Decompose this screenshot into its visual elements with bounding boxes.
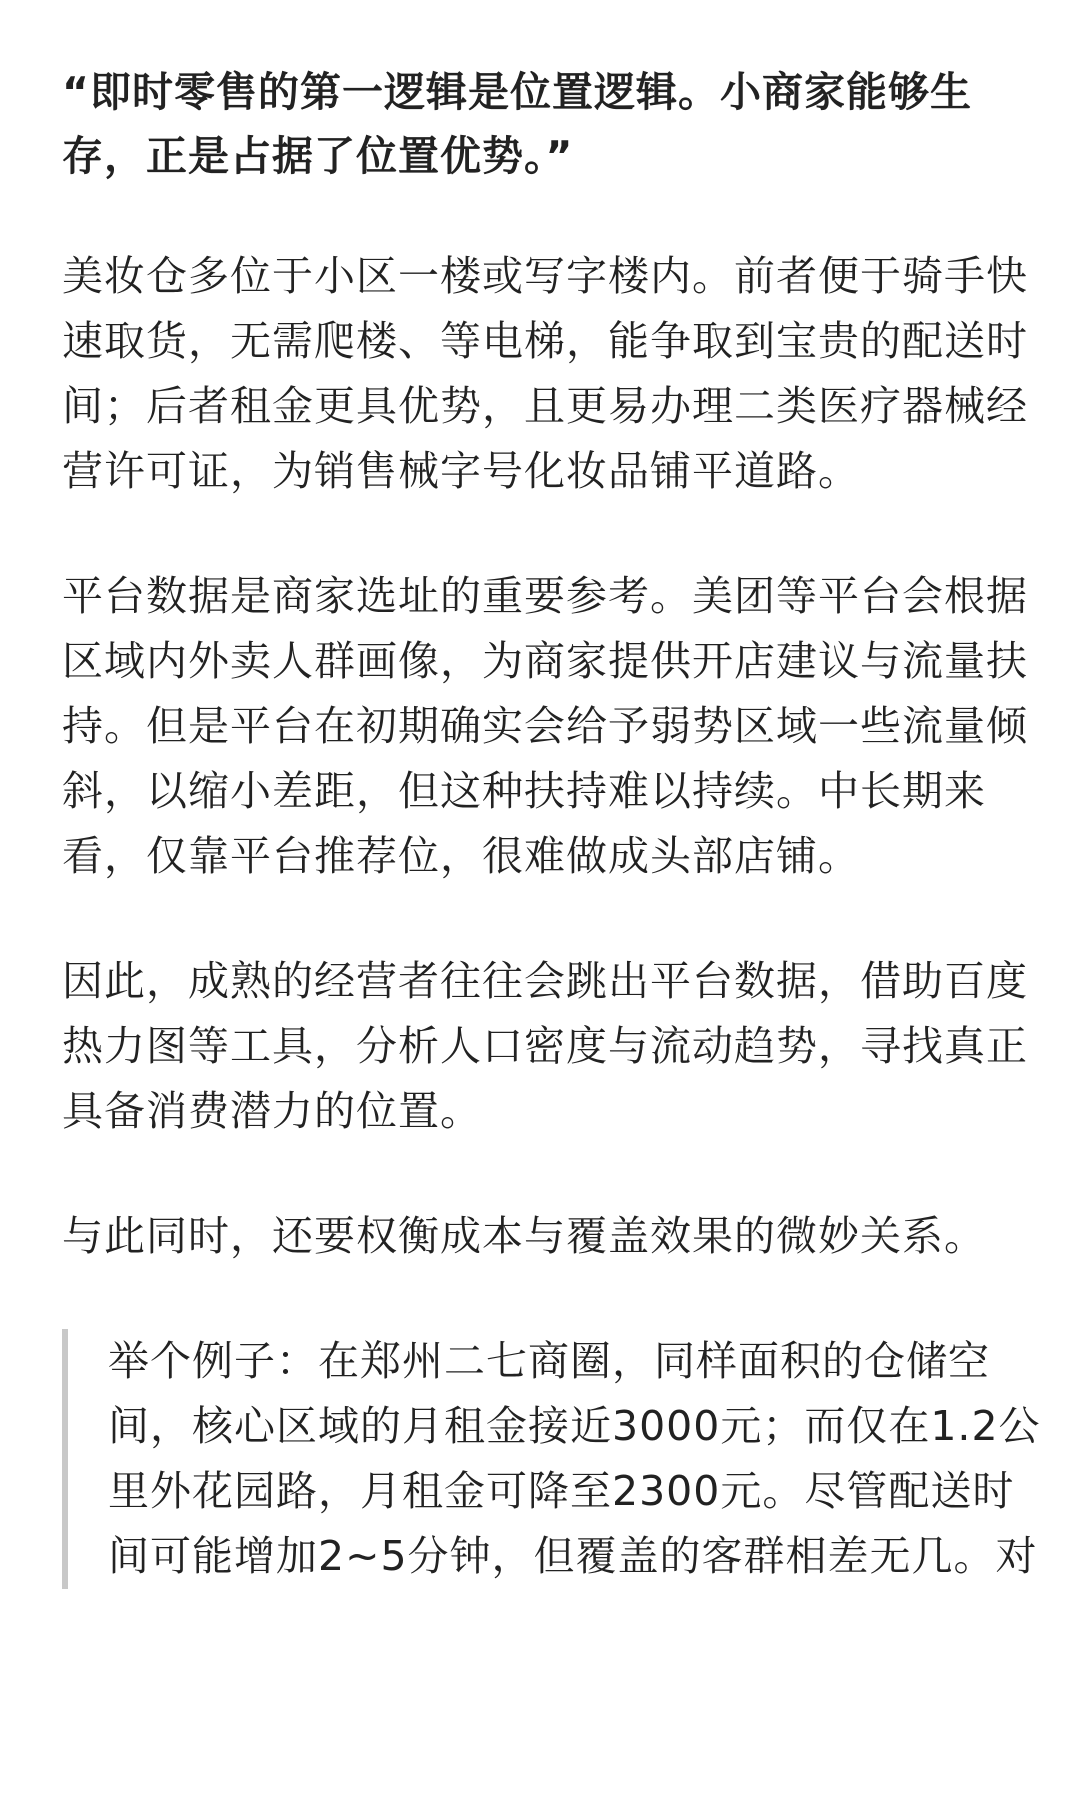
lead-quote: [62, 60, 1012, 188]
lead-quote-line: “即时零售的第一逻辑是位置逻辑。小商家能够生: [62, 68, 972, 116]
paragraph-line: 看，仅靠平台推荐位，很难做成头部店铺。: [62, 832, 860, 880]
article-body: [62, 60, 1041, 1589]
blockquote-text: [108, 1329, 1041, 1589]
example-blockquote: [62, 1329, 1041, 1589]
paragraph-line: 美妆仓多位于小区一楼或写字楼内。前者便于骑手快: [62, 252, 1028, 300]
paragraph-line: 因此，成熟的经营者往往会跳出平台数据，借助百度: [62, 957, 1028, 1005]
blockquote-line: 间可能增加2~5分钟，但覆盖的客群相差无几。对: [108, 1532, 1038, 1580]
paragraph-line: 斜，以缩小差距，但这种扶持难以持续。中长期来: [62, 767, 986, 815]
lead-quote-line: 存，正是占据了位置优势。”: [62, 132, 574, 180]
paragraph-line: 速取货，无需爬楼、等电梯，能争取到宝贵的配送时: [62, 317, 1028, 365]
paragraph-heatmap-tools: [62, 949, 1028, 1144]
blockquote-line: 间，核心区域的月租金接近3000元；而仅在1.2公: [108, 1402, 1041, 1450]
paragraph-cost-balance: [62, 1204, 1012, 1269]
paragraph-line: 持。但是平台在初期确实会给予弱势区域一些流量倾: [62, 702, 1028, 750]
paragraph-line: 区域内外卖人群画像，为商家提供开店建议与流量扶: [62, 637, 1028, 685]
blockquote-line: 举个例子：在郑州二七商圈，同样面积的仓储空: [108, 1337, 990, 1385]
blockquote-line: 里外花园路，月租金可降至2300元。尽管配送时: [108, 1467, 1015, 1515]
paragraph-line: 热力图等工具，分析人口密度与流动趋势，寻找真正: [62, 1022, 1028, 1070]
paragraph-platform-data: [62, 564, 1028, 889]
paragraph-line: 营许可证，为销售械字号化妆品铺平道路。: [62, 447, 860, 495]
paragraph-line: 间；后者租金更具优势，且更易办理二类医疗器械经: [62, 382, 1028, 430]
paragraph-line: 平台数据是商家选址的重要参考。美团等平台会根据: [62, 572, 1028, 620]
paragraph-line: 与此同时，还要权衡成本与覆盖效果的微妙关系。: [62, 1212, 986, 1260]
paragraph-line: 具备消费潜力的位置。: [62, 1087, 482, 1135]
paragraph-location: [62, 244, 1028, 504]
